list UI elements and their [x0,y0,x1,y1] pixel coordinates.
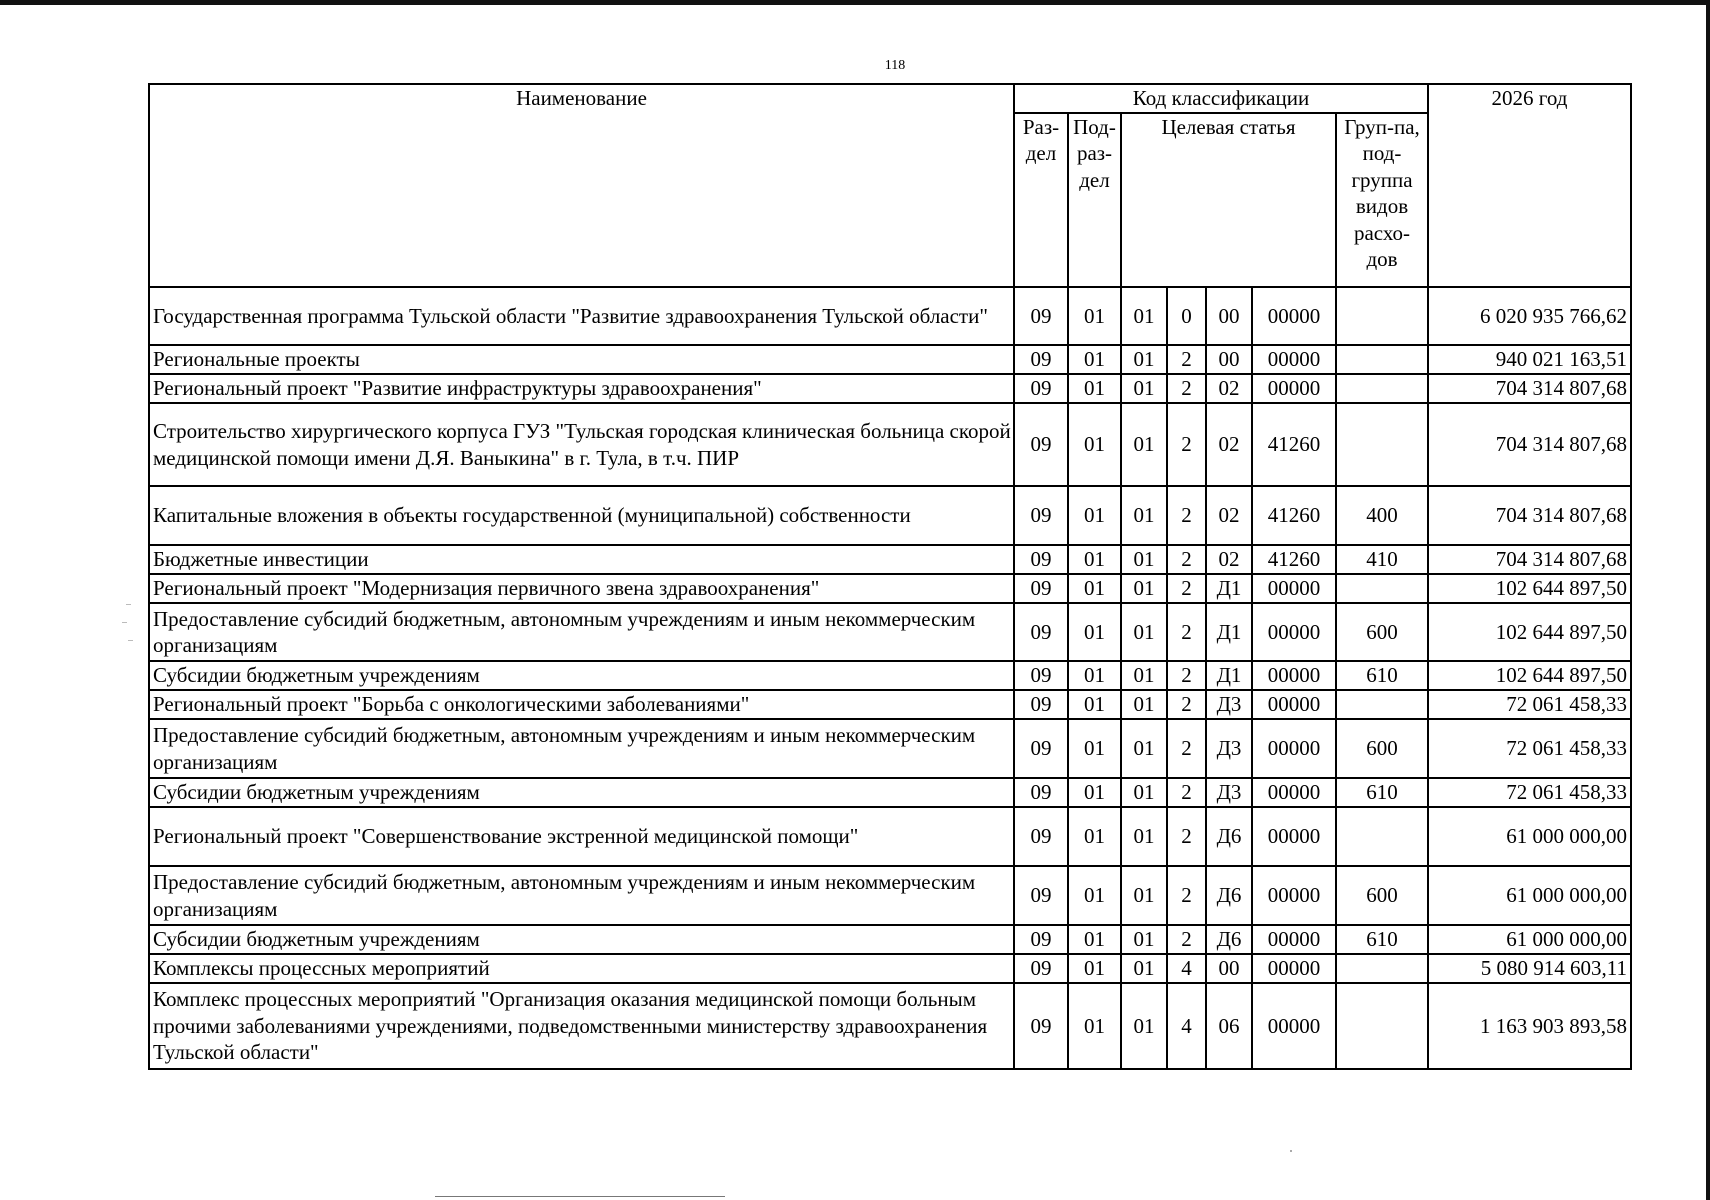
cell-target-type: 2 [1167,719,1206,778]
cell-target-structure: Д3 [1206,719,1252,778]
scan-edge-top [0,0,1710,5]
header-target-article: Целевая статья [1121,113,1336,287]
header-classification: Код классификации [1014,84,1428,113]
cell-target-direction: 00000 [1252,287,1336,345]
cell-expense-group [1336,345,1428,374]
cell-name: Субсидии бюджетным учреждениям [149,661,1014,690]
cell-name: Региональный проект "Борьба с онкологическими заболеваниями" [149,690,1014,719]
cell-subsection: 01 [1068,403,1121,486]
cell-expense-group: 610 [1336,661,1428,690]
scan-dash-marks [118,600,138,650]
cell-target-direction: 00000 [1252,603,1336,661]
cell-name: Региональный проект "Совершенствование экстренной медицинской помощи" [149,807,1014,866]
cell-target-type: 2 [1167,374,1206,403]
table-body [149,287,1631,1069]
cell-name: Комплекс процессных мероприятий "Организация оказания медицинской помощи больным прочими заболеваниями учреждениями, подведомственными министерству здравоохранения Тульской области" [149,983,1014,1069]
cell-amount: 61 000 000,00 [1428,925,1631,954]
header-name: Наименование [149,84,1014,287]
cell-target-program: 01 [1121,925,1167,954]
scan-bottom-line [435,1196,725,1197]
table-row [149,345,1631,374]
cell-amount: 1 163 903 893,58 [1428,983,1631,1069]
cell-target-structure: Д1 [1206,661,1252,690]
table-row [149,287,1631,345]
cell-subsection: 01 [1068,486,1121,545]
cell-subsection: 01 [1068,719,1121,778]
cell-section: 09 [1014,661,1068,690]
cell-name: Предоставление субсидий бюджетным, автономным учреждениям и иным некоммерческим организациям [149,866,1014,925]
cell-expense-group [1336,954,1428,983]
cell-target-direction: 00000 [1252,661,1336,690]
cell-section: 09 [1014,403,1068,486]
cell-subsection: 01 [1068,778,1121,807]
cell-section: 09 [1014,574,1068,603]
cell-target-structure: Д6 [1206,925,1252,954]
cell-target-program: 01 [1121,486,1167,545]
cell-expense-group [1336,983,1428,1069]
cell-target-type: 2 [1167,778,1206,807]
table-row [149,545,1631,574]
cell-section: 09 [1014,983,1068,1069]
cell-expense-group [1336,690,1428,719]
cell-name: Строительство хирургического корпуса ГУЗ "Тульская городская клиническая больница скорой медицинской помощи имени Д.Я. Ваныкина" в г. Тула, в т.ч. ПИР [149,403,1014,486]
cell-target-structure: 02 [1206,403,1252,486]
cell-name: Региональные проекты [149,345,1014,374]
cell-section: 09 [1014,545,1068,574]
cell-section: 09 [1014,603,1068,661]
cell-target-direction: 00000 [1252,983,1336,1069]
cell-target-structure: Д6 [1206,866,1252,925]
table-row [149,603,1631,661]
table-row [149,374,1631,403]
cell-amount: 102 644 897,50 [1428,574,1631,603]
scan-edge-right [1706,0,1710,1200]
cell-amount: 940 021 163,51 [1428,345,1631,374]
cell-target-program: 01 [1121,719,1167,778]
cell-target-program: 01 [1121,545,1167,574]
cell-target-structure: 02 [1206,545,1252,574]
cell-name: Предоставление субсидий бюджетным, автономным учреждениям и иным некоммерческим организациям [149,719,1014,778]
cell-target-type: 4 [1167,983,1206,1069]
cell-target-type: 2 [1167,661,1206,690]
table-row [149,719,1631,778]
cell-name: Субсидии бюджетным учреждениям [149,925,1014,954]
cell-target-type: 2 [1167,807,1206,866]
cell-target-program: 01 [1121,690,1167,719]
cell-target-program: 01 [1121,866,1167,925]
cell-target-direction: 00000 [1252,925,1336,954]
header-subsection: Под-раз-дел [1068,113,1121,287]
cell-target-direction: 00000 [1252,807,1336,866]
cell-expense-group: 610 [1336,925,1428,954]
table-row [149,661,1631,690]
cell-target-structure: Д3 [1206,778,1252,807]
cell-section: 09 [1014,954,1068,983]
cell-amount: 72 061 458,33 [1428,690,1631,719]
cell-name: Бюджетные инвестиции [149,545,1014,574]
table-row [149,690,1631,719]
header-section: Раз-дел [1014,113,1068,287]
cell-subsection: 01 [1068,866,1121,925]
cell-target-direction: 41260 [1252,403,1336,486]
page-number: 118 [884,58,906,73]
cell-target-program: 01 [1121,403,1167,486]
cell-target-program: 01 [1121,345,1167,374]
cell-target-direction: 00000 [1252,954,1336,983]
table-row [149,403,1631,486]
cell-expense-group [1336,403,1428,486]
cell-section: 09 [1014,778,1068,807]
header-year: 2026 год [1428,84,1631,287]
cell-target-type: 2 [1167,866,1206,925]
cell-target-program: 01 [1121,661,1167,690]
cell-target-program: 01 [1121,574,1167,603]
table-row [149,486,1631,545]
cell-amount: 72 061 458,33 [1428,719,1631,778]
cell-target-structure: 00 [1206,345,1252,374]
cell-section: 09 [1014,374,1068,403]
cell-target-type: 2 [1167,545,1206,574]
cell-target-structure: 06 [1206,983,1252,1069]
cell-name: Предоставление субсидий бюджетным, автономным учреждениям и иным некоммерческим организациям [149,603,1014,661]
cell-target-structure: 02 [1206,374,1252,403]
cell-target-direction: 41260 [1252,486,1336,545]
cell-expense-group [1336,374,1428,403]
table-row [149,866,1631,925]
cell-target-type: 2 [1167,486,1206,545]
cell-amount: 704 314 807,68 [1428,545,1631,574]
cell-expense-group: 610 [1336,778,1428,807]
cell-section: 09 [1014,866,1068,925]
cell-subsection: 01 [1068,661,1121,690]
cell-subsection: 01 [1068,603,1121,661]
cell-subsection: 01 [1068,374,1121,403]
cell-name: Региональный проект "Модернизация первичного звена здравоохранения" [149,574,1014,603]
cell-section: 09 [1014,719,1068,778]
cell-expense-group [1336,287,1428,345]
cell-subsection: 01 [1068,287,1121,345]
budget-table [148,83,1632,1070]
cell-target-program: 01 [1121,603,1167,661]
cell-expense-group [1336,574,1428,603]
table-row [149,925,1631,954]
cell-target-structure: Д1 [1206,603,1252,661]
cell-target-type: 2 [1167,574,1206,603]
cell-target-direction: 00000 [1252,719,1336,778]
cell-section: 09 [1014,807,1068,866]
cell-name: Субсидии бюджетным учреждениям [149,778,1014,807]
cell-target-type: 2 [1167,603,1206,661]
cell-target-type: 2 [1167,690,1206,719]
cell-target-structure: 02 [1206,486,1252,545]
cell-target-program: 01 [1121,983,1167,1069]
cell-expense-group: 600 [1336,603,1428,661]
cell-amount: 6 020 935 766,62 [1428,287,1631,345]
cell-target-structure: 00 [1206,954,1252,983]
cell-name: Комплексы процессных мероприятий [149,954,1014,983]
cell-subsection: 01 [1068,574,1121,603]
cell-target-structure: Д6 [1206,807,1252,866]
table-row [149,954,1631,983]
cell-name: Капитальные вложения в объекты государственной (муниципальной) собственности [149,486,1014,545]
cell-amount: 704 314 807,68 [1428,374,1631,403]
cell-section: 09 [1014,486,1068,545]
cell-target-structure: Д1 [1206,574,1252,603]
cell-target-structure: 00 [1206,287,1252,345]
cell-expense-group: 600 [1336,719,1428,778]
cell-section: 09 [1014,925,1068,954]
cell-amount: 61 000 000,00 [1428,866,1631,925]
table-row [149,807,1631,866]
cell-subsection: 01 [1068,983,1121,1069]
cell-target-program: 01 [1121,778,1167,807]
table-row [149,983,1631,1069]
cell-name: Государственная программа Тульской области "Развитие здравоохранения Тульской области" [149,287,1014,345]
cell-amount: 102 644 897,50 [1428,603,1631,661]
cell-target-type: 2 [1167,345,1206,374]
cell-expense-group: 600 [1336,866,1428,925]
cell-section: 09 [1014,287,1068,345]
cell-amount: 72 061 458,33 [1428,778,1631,807]
cell-name: Региональный проект "Развитие инфраструктуры здравоохранения" [149,374,1014,403]
cell-subsection: 01 [1068,690,1121,719]
scan-speck [1290,1150,1292,1152]
cell-subsection: 01 [1068,954,1121,983]
cell-target-direction: 41260 [1252,545,1336,574]
cell-target-structure: Д3 [1206,690,1252,719]
cell-amount: 61 000 000,00 [1428,807,1631,866]
cell-target-direction: 00000 [1252,690,1336,719]
cell-target-type: 0 [1167,287,1206,345]
cell-expense-group: 400 [1336,486,1428,545]
cell-subsection: 01 [1068,345,1121,374]
cell-target-program: 01 [1121,287,1167,345]
cell-target-direction: 00000 [1252,574,1336,603]
cell-target-type: 2 [1167,925,1206,954]
cell-target-program: 01 [1121,807,1167,866]
cell-section: 09 [1014,345,1068,374]
cell-subsection: 01 [1068,807,1121,866]
cell-target-direction: 00000 [1252,374,1336,403]
header-expense-group: Груп-па, под-группа видов расхо-дов [1336,113,1428,287]
table-row [149,778,1631,807]
cell-amount: 102 644 897,50 [1428,661,1631,690]
cell-target-direction: 00000 [1252,866,1336,925]
cell-expense-group: 410 [1336,545,1428,574]
cell-target-direction: 00000 [1252,778,1336,807]
cell-subsection: 01 [1068,925,1121,954]
cell-subsection: 01 [1068,545,1121,574]
cell-amount: 5 080 914 603,11 [1428,954,1631,983]
table-row [149,574,1631,603]
cell-target-type: 2 [1167,403,1206,486]
cell-amount: 704 314 807,68 [1428,403,1631,486]
cell-target-program: 01 [1121,374,1167,403]
cell-amount: 704 314 807,68 [1428,486,1631,545]
cell-target-type: 4 [1167,954,1206,983]
cell-expense-group [1336,807,1428,866]
cell-target-program: 01 [1121,954,1167,983]
cell-section: 09 [1014,690,1068,719]
cell-target-direction: 00000 [1252,345,1336,374]
